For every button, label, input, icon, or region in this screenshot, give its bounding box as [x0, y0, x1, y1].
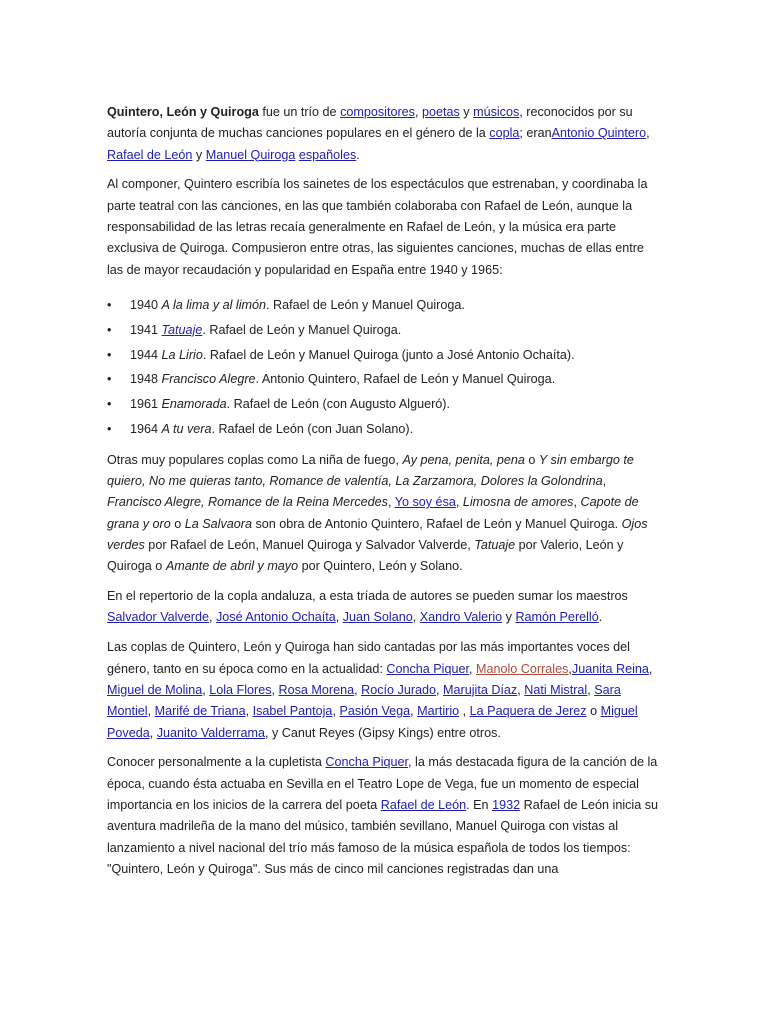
- text-run: por Quintero, León y Solano.: [298, 559, 463, 574]
- text-run: ,: [245, 704, 253, 719]
- text-run: y: [192, 147, 206, 162]
- link-lola-flores[interactable]: Lola Flores: [209, 682, 272, 697]
- song-title: Y sin embargo te quiero, No me quieras tanto, Romance de valentía, La Zarzamora, Dolores la Golondrina: [107, 452, 634, 489]
- intro-paragraph: [107, 102, 663, 166]
- song-title: Capote de grana y oro: [107, 495, 639, 531]
- text-run: o: [524, 452, 539, 467]
- text-run: ,: [455, 495, 463, 510]
- link-manolo-corrales[interactable]: Manolo Corrales: [475, 661, 569, 676]
- song-authors: . Rafael de León y Manuel Quiroga (junto a José Antonio Ochaíta).: [202, 347, 575, 362]
- text-run: ,: [459, 704, 470, 719]
- song-year: 1948: [130, 372, 162, 387]
- article-body: [107, 102, 663, 889]
- link-juanita-reina[interactable]: Juanita Reina: [571, 661, 649, 676]
- link-rosa-morena[interactable]: Rosa Morena: [278, 682, 355, 697]
- text-run: ,: [517, 682, 525, 697]
- song-authors: . Rafael de León (con Augusto Algueró).: [226, 397, 450, 412]
- link-salvador-valverde[interactable]: Salvador Valverde: [107, 610, 209, 625]
- song-year: 1944: [130, 347, 162, 362]
- text-run: ,: [147, 704, 155, 719]
- link-compositores[interactable]: compositores: [340, 105, 415, 119]
- text-run: ,: [436, 682, 444, 697]
- text-run: , la más destacada figura de la canción de la época, cuando ésta actuaba en Sevilla en el Teatro Lope de Vega, fue un momento de especial importancia en los inicios de la carrera del poeta: [107, 755, 658, 812]
- link-rafael-de-leon[interactable]: Rafael de León: [107, 147, 193, 162]
- text-run: ,: [568, 661, 572, 676]
- text-run: ,: [335, 610, 343, 625]
- text-run: , y Canut Reyes (Gipsy Kings) entre otros.: [265, 725, 501, 740]
- link-yo-soy-esa[interactable]: Yo soy ésa: [394, 495, 456, 510]
- song-title: Francisco Alegre: [161, 372, 256, 387]
- text-run: .: [598, 610, 603, 625]
- text-run: ,: [602, 474, 607, 489]
- song-item-1964: [107, 417, 663, 442]
- text-run: Rafael de León inicia su aventura madrileña de la mano del músico, también sevillano, Manuel Quiroga con vistas al lanzamiento a nivel nacional del trío más famoso de la música española de todos los tiempos: "Quintero, León y Quiroga". Sus más de cinco mil canciones registradas dan una: [107, 797, 659, 876]
- text-run: ,: [354, 682, 362, 697]
- text-run: . En: [466, 797, 493, 812]
- song-authors: . Antonio Quintero, Rafael de León y Manuel Quiroga.: [255, 372, 556, 387]
- link-espanoles[interactable]: españoles: [298, 147, 357, 162]
- link-antonio-quintero[interactable]: Antonio Quintero: [551, 126, 647, 141]
- link-copla[interactable]: copla: [489, 126, 520, 141]
- text-run: y: [502, 610, 516, 625]
- song-year: 1941: [130, 322, 162, 337]
- link-poetas[interactable]: poetas: [421, 105, 460, 119]
- link-nati-mistral[interactable]: Nati Mistral: [524, 682, 588, 697]
- link-la-paquera-de-jerez[interactable]: La Paquera de Jerez: [469, 704, 587, 719]
- text-run: ,: [410, 704, 418, 719]
- link-1932[interactable]: 1932: [492, 797, 521, 812]
- text-run: ,: [414, 105, 422, 119]
- link-juan-solano[interactable]: Juan Solano: [342, 610, 413, 625]
- link-jose-antonio-ochaita[interactable]: José Antonio Ochaíta: [215, 610, 336, 625]
- text-run: .: [356, 147, 360, 162]
- text-run: ,: [208, 610, 216, 625]
- link-tatuaje: [162, 323, 203, 337]
- link-xandro-valerio[interactable]: Xandro Valerio: [419, 610, 503, 625]
- text-run: fue un trío de: [258, 105, 341, 119]
- song-year: 1961: [130, 397, 162, 412]
- text-run: ,: [587, 682, 595, 697]
- link-manuel-quiroga[interactable]: Manuel Quiroga: [205, 147, 296, 162]
- song-item-1941: [107, 318, 663, 343]
- link-concha-piquer[interactable]: Concha Piquer: [325, 755, 409, 770]
- song-item-1940: [107, 293, 663, 318]
- composition-paragraph: Al componer, Quintero escribía los sainetes de los espectáculos que estrenaban, y coordinaba la parte teatral con las canciones, en las que también colaboraba con Rafael de León, aunque la responsabilidad de las letras recaía generalmente en Rafael de León, y la música era parte exclusiva de Quiroga. Compusieron entre otras, las siguientes canciones, muchas de ellas entre las de mayor recaudación y popularidad en España entre 1940 y 1965:: [107, 177, 648, 277]
- song-item-1948: [107, 367, 663, 392]
- text-run: ,: [412, 610, 420, 625]
- text-run: Otras muy populares coplas como La niña de fuego,: [107, 452, 403, 467]
- link-pasion-vega[interactable]: Pasión Vega: [339, 704, 411, 719]
- link-sara-montiel[interactable]: Sara Montiel: [107, 682, 621, 719]
- article-subject: Quintero, León y Quiroga: [107, 105, 259, 119]
- link-musicos[interactable]: músicos: [473, 105, 520, 119]
- repertoire-paragraph: [107, 586, 663, 629]
- link-juanito-valderrama[interactable]: Juanito Valderrama: [156, 725, 265, 740]
- text-run: o: [170, 516, 185, 531]
- song-title: La Lirio: [161, 347, 203, 362]
- text-run: ,: [271, 682, 279, 697]
- text-run: ,: [468, 661, 476, 676]
- text-run: ,: [202, 682, 210, 697]
- song-item-1944: [107, 343, 663, 368]
- text-run: por Valerio, León y Quiroga o: [107, 537, 624, 574]
- singers-paragraph: [107, 637, 663, 743]
- link-ramon-perello[interactable]: Ramón Perelló: [515, 610, 599, 625]
- song-item-1961: [107, 392, 663, 417]
- link-rocio-jurado[interactable]: Rocío Jurado: [361, 682, 437, 697]
- text-run: ,: [387, 495, 395, 510]
- text-run: ,: [573, 495, 581, 510]
- text-run: Conocer personalmente a la cupletista: [107, 755, 326, 770]
- song-title: Ay pena, penita, pena: [402, 452, 525, 467]
- song-year: 1964: [130, 421, 162, 436]
- link-miguel-poveda[interactable]: Miguel Poveda: [107, 704, 638, 740]
- text-run: o: [586, 704, 601, 719]
- link-martirio[interactable]: Martirio: [417, 704, 460, 719]
- song-list: [107, 293, 663, 442]
- song-authors: . Rafael de León y Manuel Quiroga.: [202, 322, 402, 337]
- link-marife-de-triana[interactable]: Marifé de Triana: [154, 704, 246, 719]
- text-run: ,: [332, 704, 340, 719]
- other-coplas-paragraph: [107, 450, 663, 578]
- song-authors: . Rafael de León y Manuel Quiroga.: [266, 297, 465, 312]
- song-title: Enamorada: [161, 397, 227, 412]
- song-title[interactable]: Tatuaje: [161, 322, 203, 337]
- song-year: 1940: [130, 297, 162, 312]
- song-title: Amante de abril y mayo: [165, 559, 299, 574]
- text-run: son obra de Antonio Quintero, Rafael de León y Manuel Quiroga.: [251, 516, 622, 531]
- text-run: , reconocidos por su autoría conjunta de muchas canciones populares en el género de la: [107, 105, 633, 141]
- text-run: ; eran: [519, 126, 552, 141]
- link-isabel-pantoja[interactable]: Isabel Pantoja: [252, 704, 333, 719]
- text-run: por Rafael de León, Manuel Quiroga y Salvador Valverde,: [144, 537, 475, 552]
- text-run: ,: [648, 661, 653, 676]
- link-concha-piquer[interactable]: Concha Piquer: [386, 661, 469, 676]
- text-run: ,: [646, 126, 650, 141]
- song-title: A tu vera: [161, 421, 212, 436]
- link-rafael-de-leon[interactable]: Rafael de León: [380, 797, 467, 812]
- song-title: La Salvaora: [184, 516, 252, 531]
- song-title: Limosna de amores: [462, 495, 574, 510]
- link-miguel-de-molina[interactable]: Miguel de Molina: [107, 682, 203, 697]
- text-run: y: [459, 105, 474, 119]
- text-run: ,: [149, 725, 157, 740]
- song-title: Francisco Alegre, Romance de la Reina Mercedes: [107, 495, 388, 510]
- song-authors: . Rafael de León (con Juan Solano).: [211, 421, 414, 436]
- link-marujita-diaz[interactable]: Marujita Díaz: [443, 682, 518, 697]
- song-title: Ojos verdes: [107, 516, 648, 552]
- song-title: Tatuaje: [474, 537, 516, 552]
- text-run: En el repertorio de la copla andaluza, a esta tríada de autores se pueden sumar los maestros: [107, 589, 628, 604]
- song-title: A la lima y al limón: [161, 297, 267, 312]
- history-paragraph: [107, 752, 663, 880]
- text-run: Las coplas de Quintero, León y Quiroga han sido cantadas por las más importantes voces del género, tanto en su época como en la actualidad:: [107, 640, 630, 676]
